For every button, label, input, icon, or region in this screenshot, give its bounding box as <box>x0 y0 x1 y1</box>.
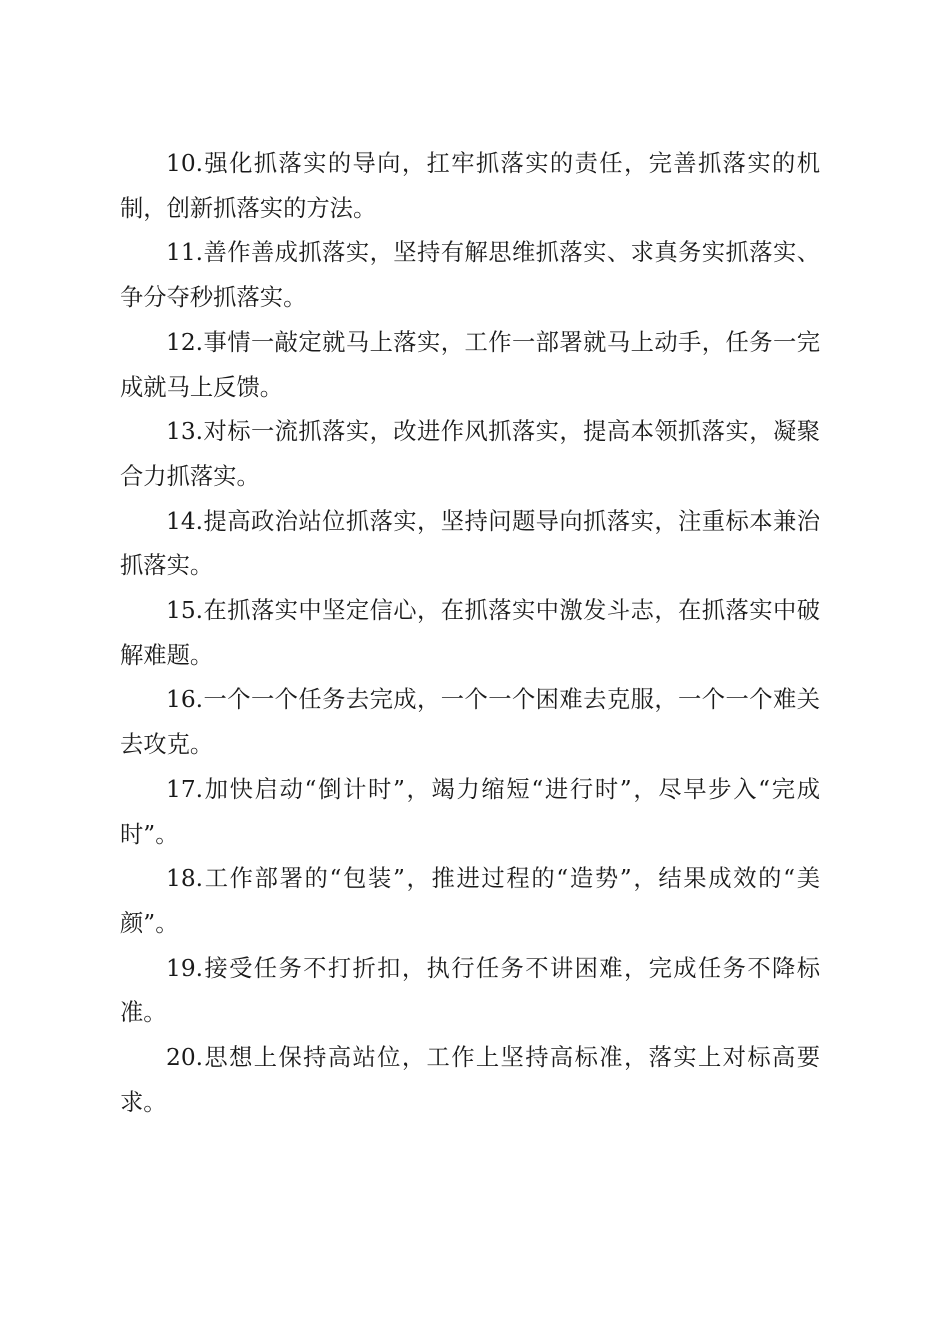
paragraph-18: 18.工作部署的“包装”，推进过程的“造势”，结果成效的“美颜”。 <box>120 865 820 937</box>
paragraph-13: 13.对标一流抓落实，改进作风抓落实，提高本领抓落实，凝聚合力抓落实。 <box>120 418 820 490</box>
paragraph-20: 20.思想上保持高站位，工作上坚持高标准，落实上对标高要求。 <box>120 1044 820 1116</box>
paragraph-15: 15.在抓落实中坚定信心，在抓落实中激发斗志，在抓落实中破解难题。 <box>120 597 820 669</box>
paragraph-10: 10.强化抓落实的导向，扛牢抓落实的责任，完善抓落实的机制，创新抓落实的方法。 <box>120 150 820 222</box>
paragraph-12: 12.事情一敲定就马上落实，工作一部署就马上动手，任务一完成就马上反馈。 <box>120 328 820 401</box>
paragraph-17: 17.加快启动“倒计时”，竭力缩短“进行时”，尽早步入“完成时”。 <box>120 775 820 848</box>
paragraph-11: 11.善作善成抓落实，坚持有解思维抓落实、求真务实抓落实、争分夺秒抓落实。 <box>120 239 820 312</box>
document-body <box>120 142 820 1125</box>
paragraph-19: 19.接受任务不打折扣，执行任务不讲困难，完成任务不降标准。 <box>120 954 820 1027</box>
paragraph-16: 16.一个一个任务去完成，一个一个困难去克服，一个一个难关去攻克。 <box>120 686 820 759</box>
paragraph-14: 14.提高政治站位抓落实，坚持问题导向抓落实，注重标本兼治抓落实。 <box>120 507 820 580</box>
